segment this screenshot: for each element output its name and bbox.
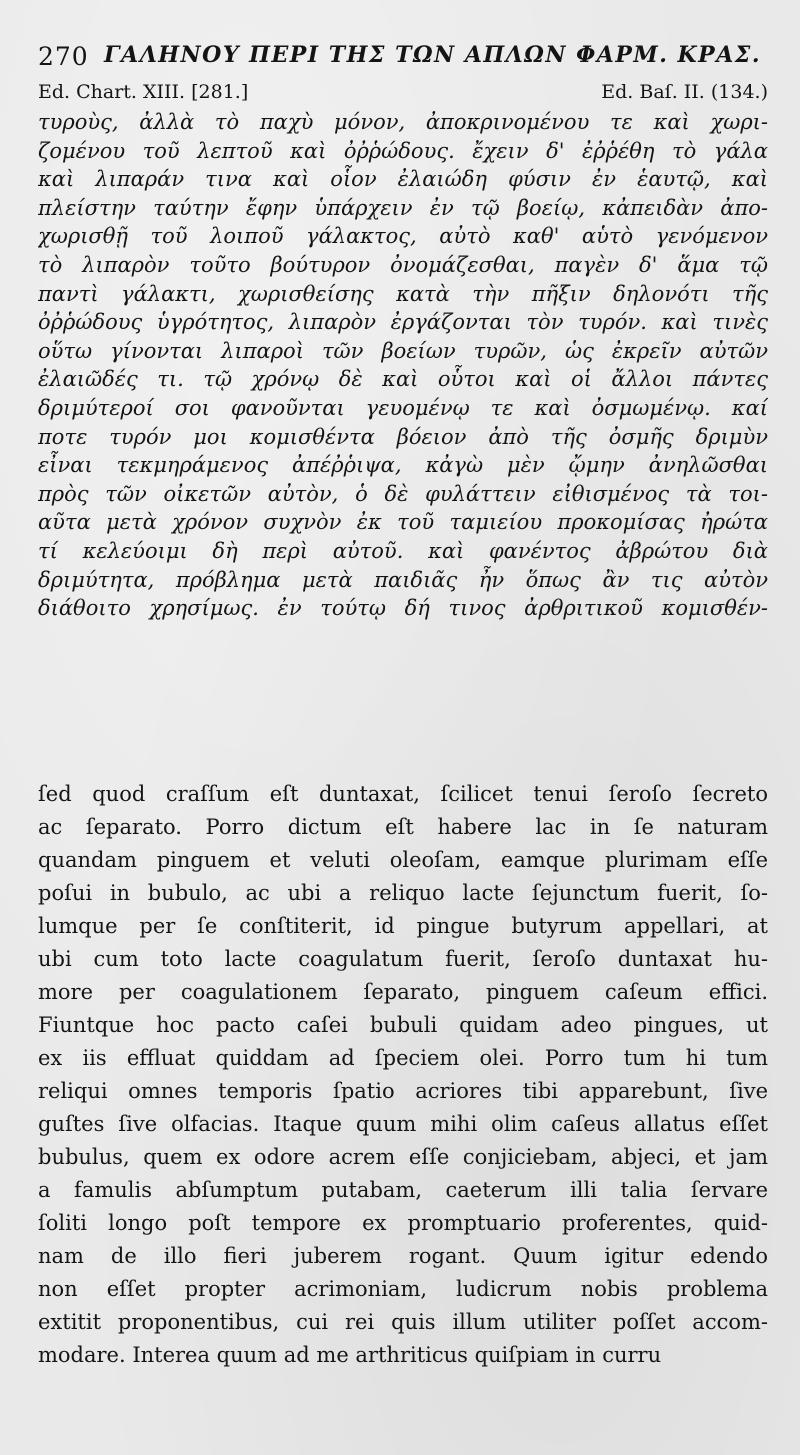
latin-line: bubulus, quem ex odore acrem eſſe conjiciebam, abjeci, et jam [38, 1145, 768, 1169]
latin-line: lumque per ſe conſtiterit, id pingue butyrum appellari, at [38, 914, 768, 938]
latin-line: poſui in bubulo, ac ubi a reliquo lacte ſejunctum fuerit, ſo- [38, 881, 768, 905]
latin-line: ſoliti longo poſt tempore ex promptuario proferentes, quid- [38, 1211, 768, 1235]
greek-line: καὶ λιπαράν τινα καὶ οἷον ἐλαιώδη φύσιν ἐν ἑαυτῷ, καὶ [38, 167, 768, 192]
greek-line: ὀῤῥώδους ὑγρότητος, λιπαρὸν ἐργάζονται τὸν τυρόν. καὶ τινὲς [38, 310, 768, 335]
greek-line: τί κελεύοιμι δὴ περὶ αὐτοῦ. καὶ φανέντος ἀβρώτου διὰ [38, 538, 768, 563]
latin-line: ex iis effluat quiddam ad ſpeciem olei. Porro tum hi tum [38, 1046, 768, 1070]
greek-line: δριμύτητα, πρόβλημα μετὰ παιδιᾶς ἦν ὅπως ἂν τις αὐτὸν [38, 567, 768, 592]
greek-line: αῦτα μετὰ χρόνον συχνὸν ἐκ τοῦ ταμιείου προκομίσας ἠρώτα [38, 510, 768, 535]
edition-references [38, 79, 768, 109]
latin-line: a famulis abſumptum putabam, caeterum illi talia ſervare [38, 1178, 768, 1202]
latin-line: ubi cum toto lacte coagulatum fuerit, ſeroſo duntaxat hu- [38, 947, 768, 971]
greek-line: δριμύτεροί σοι φανοῦνται γευομένῳ τε καὶ ὀσμωμένῳ. καί [38, 395, 768, 420]
greek-line: τυροὺς, ἀλλὰ τὸ παχὺ μόνον, ἀποκρινομένου τε καὶ χωρι- [38, 110, 768, 134]
greek-line: ποτε τυρόν μοι κομισθέντα βόειον ἀπὸ τῆς ὀσμῆς δριμὺν [38, 424, 768, 449]
edition-chartier: Ed. Chart. XIII. [281.] [38, 81, 249, 103]
greek-line: πλείστην ταύτην ἔφην ὑπάρχειν ἐν τῷ βοείῳ, κἀπειδὰν ἀπο- [38, 195, 768, 220]
latin-line: modare. Interea quum ad me arthriticus quiſpiam in curru [38, 1343, 662, 1367]
latin-line: non eſſet propter acrimoniam, ludicrum nobis problema [38, 1277, 768, 1301]
latin-line: ſed quod craſſum eſt duntaxat, ſcilicet tenui ſeroſo ſecreto [38, 782, 768, 806]
greek-line: διάθοιτο χρησίμως. ἐν τούτῳ δή τινος ἀρθριτικοῦ κομισθέν- [38, 596, 768, 621]
greek-text-block [38, 108, 768, 623]
latin-line: guſtes ſive olfacias. Itaque quum mihi olim caſeus allatus eſſet [38, 1112, 768, 1136]
greek-line: τὸ λιπαρὸν τοῦτο βούτυρον ὀνομάζεσθαι, παγὲν δ' ἅμα τῷ [38, 252, 768, 277]
page-number: 270 [38, 42, 89, 71]
latin-line: Fiuntque hoc pacto caſei bubuli quidam adeo pingues, ut [38, 1013, 768, 1037]
latin-line: more per coagulationem ſeparato, pinguem caſeum effici. [38, 980, 768, 1004]
page-header [38, 30, 768, 76]
latin-line: quandam pinguem et veluti oleoſam, eamque plurimam eſſe [38, 848, 768, 872]
greek-line: εἶναι τεκμηράμενος ἀπέῤῥιψα, κἀγὼ μὲν ᾤμην ἀνηλῶσθαι [38, 453, 768, 478]
latin-line: nam de illo fieri juberem rogant. Quum igitur edendo [38, 1244, 768, 1268]
greek-line: παντὶ γάλακτι, χωρισθείσης κατὰ τὴν πῆξιν δηλονότι τῆς [38, 281, 768, 306]
latin-line: reliqui omnes temporis ſpatio acriores tibi apparebunt, ſive [38, 1079, 768, 1103]
greek-line: χωρισθῇ τοῦ λοιποῦ γάλακτος, αὐτὸ καθ' αὑτὸ γενόμενον [38, 224, 768, 249]
greek-line: οὕτω γίνονται λιπαροὶ τῶν βοείων τυρῶν, ὡς ἐκρεῖν αὐτῶν [38, 338, 768, 363]
running-title: ΓΑΛΗΝΟΥ ΠΕΡΙ ΤΗΣ ΤΩΝ ΑΠΛΩΝ ΦΑΡΜ. ΚΡΑΣ. [104, 42, 761, 68]
edition-basel: Ed. Baſ. II. (134.) [601, 81, 768, 103]
greek-line: ἐλαιῶδές τι. τῷ χρόνῳ δὲ καὶ οὗτοι καὶ οἱ ἄλλοι πάντες [38, 367, 768, 392]
greek-line: πρὸς τῶν οἰκετῶν αὐτὸν, ὁ δὲ φυλάττειν εἰθισμένος τὰ τοι- [38, 481, 768, 506]
latin-line: extitit proponentibus, cui rei quis illum utiliter poſſet accom- [38, 1310, 768, 1334]
latin-text-block [38, 778, 768, 1372]
latin-line: ac ſeparato. Porro dictum eſt habere lac in ſe naturam [38, 815, 768, 839]
greek-line: ζομένου τοῦ λεπτοῦ καὶ ὀῤῥώδους. ἔχειν δ' ἐῤῥέθη τὸ γάλα [38, 138, 768, 163]
